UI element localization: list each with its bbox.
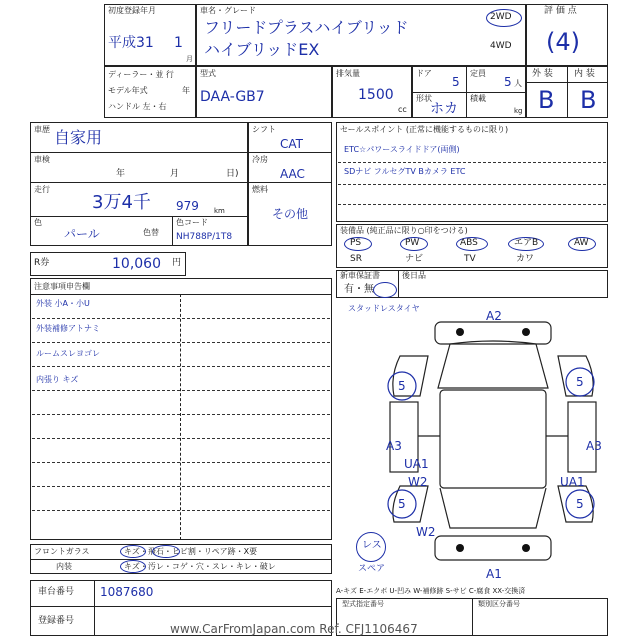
spare-circle-text: レス bbox=[362, 540, 382, 551]
fuel-value: その他 bbox=[272, 207, 309, 221]
car-name-line2: ハイブリッドEX bbox=[204, 40, 320, 59]
handle-label: ハンドル 左・右 bbox=[108, 102, 167, 111]
drive-4wd: 4WD bbox=[490, 41, 512, 51]
exterior-grade: B bbox=[538, 86, 555, 114]
equip-abs: ABS bbox=[460, 238, 478, 248]
yen-unit: 円 bbox=[172, 258, 182, 268]
selling-line2: SDナビ フルセグTV Bカメラ ETC bbox=[344, 167, 466, 176]
note-line-2: 外装補修アトナミ bbox=[36, 324, 100, 333]
drive-2wd: 2WD bbox=[490, 12, 512, 22]
notes-label: 注意事項申告欄 bbox=[34, 282, 90, 291]
note-line-3: ルームスレヨゴレ bbox=[36, 349, 100, 358]
score-label: 評 価 点 bbox=[544, 6, 577, 16]
displacement-label: 排気量 bbox=[336, 69, 360, 78]
chassis-value: 1087680 bbox=[100, 585, 154, 599]
first-reg-label: 初度登録年月 bbox=[108, 6, 156, 15]
interior-cond-text: キズ・汚レ・コゲ・穴・スレ・キレ・破レ bbox=[124, 562, 276, 571]
mark-a3-left: A3 bbox=[386, 439, 402, 453]
mark-w2-bottom: W2 bbox=[416, 525, 436, 539]
mileage-main: 3万4千 bbox=[92, 192, 151, 213]
first-reg-month: 1 bbox=[174, 35, 183, 51]
mark-five-rr: 5 bbox=[576, 497, 584, 511]
equip-ps: PS bbox=[350, 238, 362, 248]
warranty-value: 有・無 bbox=[344, 284, 374, 295]
load-label: 積載 bbox=[470, 94, 486, 103]
equip-aw: AW bbox=[574, 238, 589, 248]
class-label: 類別区分番号 bbox=[478, 600, 520, 608]
equip-leather: カワ bbox=[516, 254, 535, 264]
interior-label: 内 装 bbox=[574, 69, 595, 79]
equip-navi: ナビ bbox=[405, 254, 424, 264]
capacity-label: 定員 bbox=[470, 69, 486, 78]
mark-a2: A2 bbox=[486, 309, 502, 323]
ac-label: 冷房 bbox=[252, 155, 268, 164]
displacement-value: 1500 bbox=[358, 87, 394, 103]
interior-grade: B bbox=[580, 86, 597, 114]
legend: A-キズ E-エクボ U-凹み W-補修跡 S-サビ C-腐食 XX-交換済 bbox=[336, 587, 526, 595]
shift-value: CAT bbox=[280, 137, 303, 151]
recycle-value: 10,060 bbox=[112, 256, 161, 272]
warranty-label: 新車保証書 bbox=[340, 271, 380, 280]
mileage-sub: 979 bbox=[176, 199, 199, 213]
windshield-label: フロントガラス bbox=[34, 547, 90, 556]
inspection-day-unit: 日) bbox=[226, 169, 239, 179]
equip-airbag: エアB bbox=[514, 238, 539, 248]
mark-ua1-left: UA1 bbox=[404, 457, 429, 471]
mark-a3-right: A3 bbox=[586, 439, 602, 453]
inspection-year-unit: 年 bbox=[116, 169, 126, 179]
color-code-value: NH788P/1T8 bbox=[176, 232, 233, 242]
car-diagram bbox=[380, 316, 606, 584]
kg-unit: kg bbox=[514, 107, 523, 115]
color-value: パール bbox=[64, 227, 100, 241]
watermark: www.CarFromJapan.com Ref. CFJ1106467 bbox=[170, 622, 418, 636]
color-label: 色 bbox=[34, 218, 42, 227]
mark-five-rf: 5 bbox=[576, 375, 584, 389]
door-label: ドア bbox=[416, 69, 432, 78]
windshield-text: キズ・飛石・ヒビ割・リペア跡・X要 bbox=[124, 547, 258, 556]
interior-cond-label: 内装 bbox=[56, 562, 72, 571]
mark-w2-left: W2 bbox=[408, 475, 428, 489]
exterior-label: 外 装 bbox=[532, 69, 553, 79]
shape-value: ホカ bbox=[430, 101, 458, 117]
car-name-line1: フリードプラスハイブリッド bbox=[204, 18, 409, 37]
first-reg-era: 平成31 bbox=[108, 35, 154, 51]
mark-five-lf: 5 bbox=[398, 379, 406, 393]
model-year-unit: 年 bbox=[182, 86, 190, 95]
equip-tv: TV bbox=[464, 254, 476, 264]
shape-label: 形状 bbox=[416, 94, 432, 103]
mark-a1: A1 bbox=[486, 567, 502, 581]
note-line-1: 外装 小A・小U bbox=[36, 299, 90, 308]
type-spec-label: 型式指定番号 bbox=[342, 600, 384, 608]
model-year-label: モデル年式 bbox=[108, 86, 148, 95]
usage-label: 車歴 bbox=[34, 125, 50, 134]
km-unit: km bbox=[214, 207, 225, 215]
capacity-value: 5 bbox=[504, 75, 512, 89]
door-value: 5 bbox=[452, 75, 460, 89]
mark-five-lr: 5 bbox=[398, 497, 406, 511]
color-change-label: 色替 bbox=[143, 228, 159, 237]
type-label: 型式 bbox=[200, 69, 216, 78]
recycle-label: R券 bbox=[34, 258, 50, 268]
mileage-label: 走行 bbox=[34, 185, 50, 194]
warranty-note-label: 後日品 bbox=[402, 271, 426, 280]
equip-sr: SR bbox=[350, 254, 362, 264]
equip-pw: PW bbox=[405, 238, 420, 248]
equipment-label: 装備品 (純正品に限り○印をつける) bbox=[340, 226, 468, 235]
cc-unit: cc bbox=[398, 105, 407, 114]
first-reg-month-unit: 月 bbox=[186, 55, 193, 63]
tire-note: スタッドレスタイヤ bbox=[348, 304, 420, 313]
capacity-unit: 人 bbox=[514, 79, 522, 88]
usage-value: 自家用 bbox=[54, 128, 103, 147]
reg-label: 登録番号 bbox=[38, 616, 75, 626]
inspection-month-unit: 月 bbox=[170, 169, 180, 179]
selling-line1: ETC☆パワースライドドア(両側) bbox=[344, 145, 460, 154]
mark-ua1-right: UA1 bbox=[560, 475, 585, 489]
recycle-box bbox=[30, 252, 186, 276]
spare-label: スペア bbox=[358, 564, 386, 574]
selling-label: セールスポイント (正常に機能するものに限り) bbox=[340, 125, 509, 134]
chassis-label: 車台番号 bbox=[38, 587, 75, 597]
inspection-label: 車検 bbox=[34, 155, 50, 164]
ac-value: AAC bbox=[280, 167, 305, 181]
car-name-label: 車名・グレード bbox=[200, 6, 256, 15]
fuel-label: 燃料 bbox=[252, 185, 268, 194]
dealer-label: ディーラー・並 行 bbox=[108, 70, 174, 79]
color-code-label: 色コード bbox=[176, 218, 208, 227]
note-line-4: 内張り キズ bbox=[36, 375, 79, 384]
score-value: (4) bbox=[546, 28, 580, 56]
type-value: DAA-GB7 bbox=[200, 89, 265, 105]
shift-label: シフト bbox=[252, 125, 276, 134]
